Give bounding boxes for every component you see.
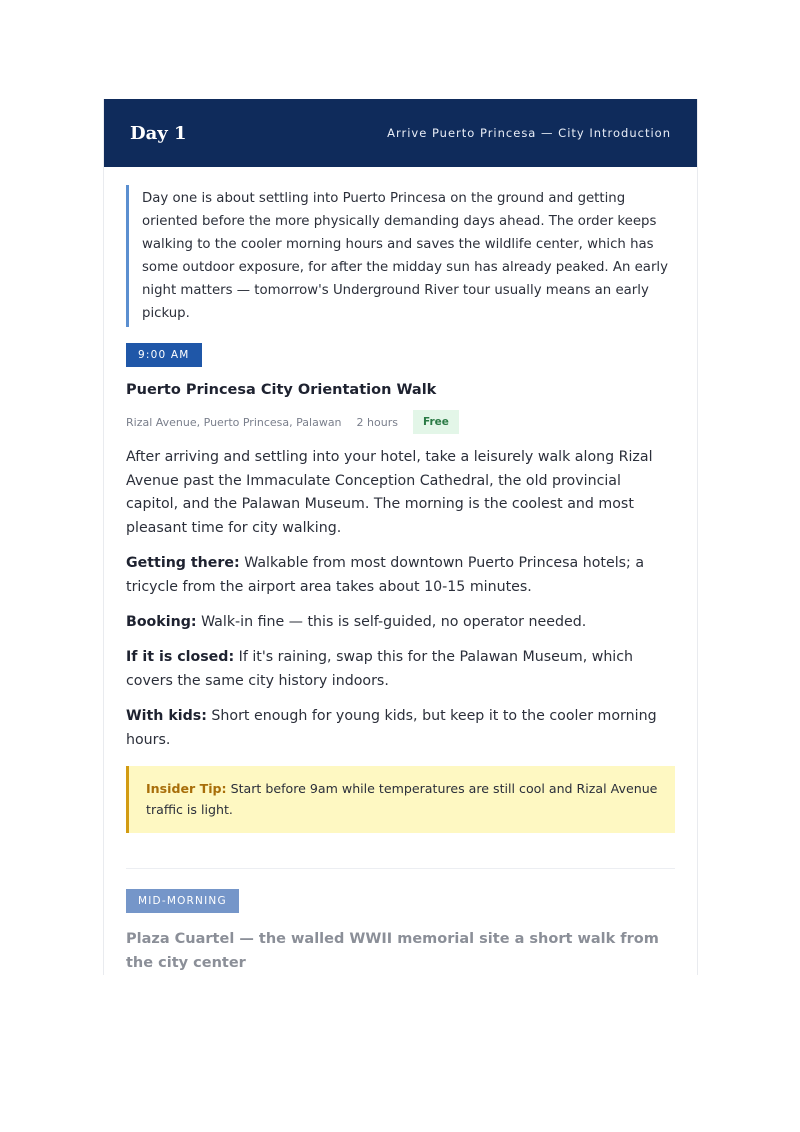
- activity-location: Rizal Avenue, Puerto Princesa, Palawan: [126, 415, 342, 429]
- insider-tip: [126, 766, 675, 833]
- detail-booking: [126, 610, 675, 634]
- detail-text: Walkable from most downtown Puerto Princesa hotels; a tricycle from the airport area takes about 10-15 minutes.: [126, 555, 645, 595]
- time-badge: 9:00 AM: [126, 343, 202, 367]
- cost-badge: Free: [413, 410, 459, 434]
- activity-duration: 2 hours: [356, 415, 398, 429]
- day-card: [103, 99, 698, 975]
- detail-text: Walk-in fine — this is self-guided, no operator needed.: [201, 614, 587, 630]
- activity-meta: [126, 410, 675, 434]
- detail-label: Getting there:: [126, 555, 240, 571]
- detail-label: With kids:: [126, 708, 207, 724]
- detail-getting-there: [126, 551, 675, 599]
- detail-if-closed: [126, 645, 675, 693]
- day-title: Day 1: [130, 122, 187, 144]
- activity-divider: [126, 868, 675, 869]
- detail-label: If it is closed:: [126, 649, 235, 665]
- day-header: [104, 99, 697, 167]
- detail-with-kids: [126, 704, 675, 752]
- detail-text: Short enough for young kids, but keep it to the cooler morning hours.: [126, 708, 657, 748]
- day-body: [104, 185, 697, 975]
- activity-title: Puerto Princesa City Orientation Walk: [126, 382, 437, 398]
- next-activity-title: Plaza Cuartel — the walled WWII memorial site a short walk from the city center: [126, 931, 659, 971]
- activity-description: After arriving and settling into your hotel, take a leisurely walk along Rizal Avenue past the Immaculate Conception Cathedral, the old provincial capitol, and the Palawan Museum. The morning is the coolest and most pleasant time for city walking.: [126, 449, 653, 536]
- tip-label: Insider Tip:: [146, 781, 227, 796]
- day-intro: Day one is about settling into Puerto Princesa on the ground and getting oriented before the more physically demanding days ahead. The order keeps walking to the cooler morning hours and saves the wildlife center, which has some outdoor exposure, for after the midday sun has already peaked. An early night matters — tomorrow's Underground River tour usually means an early pickup.: [126, 185, 675, 327]
- detail-label: Booking:: [126, 614, 197, 630]
- tip-text: Start before 9am while temperatures are still cool and Rizal Avenue traffic is light.: [146, 781, 658, 817]
- detail-text: If it's raining, swap this for the Palawan Museum, which covers the same city history indoors.: [126, 649, 634, 689]
- day-subtitle: Arrive Puerto Princesa — City Introduction: [387, 126, 671, 140]
- next-time-badge: MID-MORNING: [126, 889, 239, 913]
